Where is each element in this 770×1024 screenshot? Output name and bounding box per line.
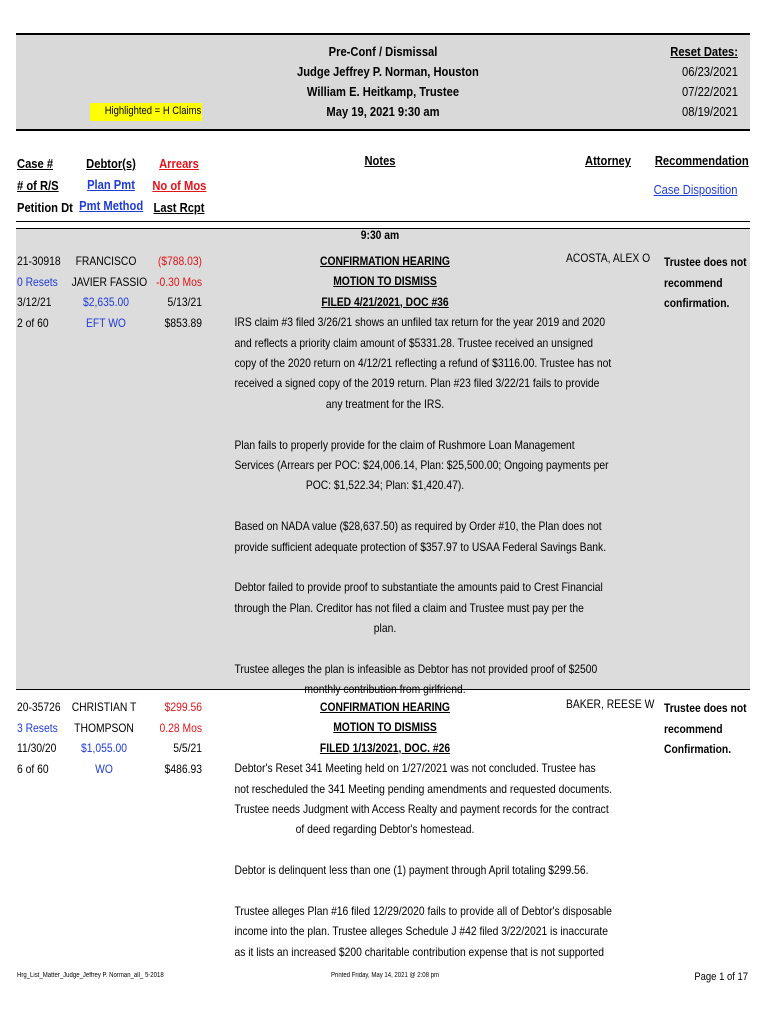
resets-count: 3 Resets: [17, 720, 58, 735]
reset-date-1: 06/23/2021: [682, 64, 738, 79]
case-number[interactable]: 21-30918: [17, 254, 61, 268]
footer-page-number: Page 1 of 17: [694, 971, 748, 983]
reset-date-2: 07/22/2021: [682, 84, 738, 99]
case-divider: [16, 689, 750, 690]
hearing-line: FILED 4/21/2021, DOC #36: [321, 294, 449, 309]
col-debtor: Debtor(s): [86, 156, 136, 171]
months-behind: 0.28 Mos: [159, 720, 202, 735]
case-2-debtor-block: [70, 697, 139, 779]
reset-dates-label: Reset Dates:: [670, 44, 738, 59]
last-receipt-amount: $853.89: [164, 315, 202, 330]
plan-payment: $2,635.00: [83, 295, 129, 309]
footer-report-name: Hrg_List_Matter_Judge_Jeffrey P. Norman_all_ 5-2018: [17, 972, 164, 979]
col-petition-date: Petition Dt: [17, 200, 73, 215]
footer-printed-date: Printed Friday, May 14, 2021 @ 2:08 pm: [330, 972, 440, 979]
note-paragraph: Debtor is delinquent less than one (1) payment through April totaling $299.56.: [234, 863, 589, 878]
hearing-line: FILED 1/13/2021, DOC. #26: [319, 740, 451, 755]
col-num-resets: # of R/S: [17, 178, 59, 193]
title-line-3: William E. Heitkamp, Trustee: [306, 84, 460, 99]
recommendation-line: recommend: [664, 275, 723, 290]
title-line-1: Pre-Conf / Dismissal: [328, 44, 438, 59]
payment-method: EFT WO: [86, 315, 126, 330]
petition-date: 3/12/21: [17, 295, 52, 309]
recommendation-line: Trustee does not: [664, 701, 747, 715]
title-line-2: Judge Jeffrey P. Norman, Houston: [297, 64, 479, 79]
time-band-label: 9:30 am: [360, 228, 400, 242]
case-1-recommendation: [664, 252, 747, 314]
case-1-arrears-block: [140, 251, 202, 333]
note-paragraph: Trustee alleges Plan #16 filed 12/29/2020 fails to provide all of Debtor's disposable income into the plan. Trustee alleges Schedule J #42 filed 3/22/2021 is inaccurate as it lists an increased $200 charitable contribution expense that is not supported: [234, 904, 612, 959]
plan-month: 2 of 60: [17, 315, 49, 330]
note-paragraph: Based on NADA value ($28,637.50) as required by Order #10, the Plan does not provide sufficient adequate protection of $357.97 to USAA Federal Savings Bank.: [234, 519, 607, 554]
col-arrears: Arrears: [159, 156, 199, 171]
plan-payment: $1,055.00: [81, 741, 127, 755]
case-1-id-block: [17, 251, 61, 333]
case-2-attorney: BAKER, REESE W: [566, 697, 655, 711]
column-header-debtor: [79, 153, 143, 216]
col-case-number: Case #: [17, 156, 54, 171]
case-2-id-block: [17, 697, 61, 779]
case-2-recommendation: [664, 698, 747, 760]
note-paragraph: IRS claim #3 filed 3/26/21 shows an unfiled tax return for the year 2019 and 2020 and reflects a priority claim amount of $5331.28. Trustee received an unsigned copy of the 2020 return on 4/12/21 reflecting a refund of $3116.00. Trustee has not received a signed copy of the 2019 return. Plan #23 filed 3/22/21 fails to provide any treatment for the IRS.: [234, 315, 612, 411]
hearing-line: CONFIRMATION HEARING: [320, 700, 450, 714]
note-paragraph: Debtor's Reset 341 Meeting held on 1/27/2021 was not concluded. Trustee has not rescheduled the 341 Meeting pending amendments and requested documents. Trustee needs Judgment with Access Realty and payment records for the contract of deed regarding Debtor's homestead.: [234, 761, 613, 837]
recommendation-line: Trustee does not: [664, 255, 747, 269]
months-behind: -0.30 Mos: [156, 274, 202, 289]
recommendation-line: Confirmation.: [664, 742, 732, 756]
case-2-arrears-block: [140, 697, 202, 779]
note-paragraph: Plan fails to properly provide for the claim of Rushmore Loan Management Services (Arrears per POC: $24,006.14, Plan: $25,500.00; Ongoing payments per POC: $1,522.34; Plan: $1,420.47).: [234, 437, 609, 493]
recommendation-line: recommend: [664, 721, 723, 736]
plan-month: 6 of 60: [17, 761, 49, 776]
petition-date: 11/30/20: [17, 741, 57, 755]
last-receipt-date: 5/5/21: [173, 741, 202, 755]
arrears-amount: ($788.03): [157, 254, 202, 268]
case-number[interactable]: 20-35726: [17, 700, 61, 714]
note-paragraph: Debtor failed to provide proof to substantiate the amounts paid to Crest Financial through the Plan. Creditor has not filed a claim and Trustee must pay per the plan.: [234, 580, 603, 636]
report-title: [297, 42, 479, 122]
debtor-name-2: THOMPSON: [74, 720, 134, 735]
last-receipt-date: 5/13/21: [167, 295, 202, 309]
resets-count: 0 Resets: [17, 274, 58, 289]
column-header-case: [17, 153, 73, 219]
recommendation-line: confirmation.: [664, 296, 730, 310]
col-no-of-mos: No of Mos: [152, 178, 207, 193]
last-receipt-amount: $486.93: [164, 761, 202, 776]
hearing-line: MOTION TO DISMISS: [333, 720, 437, 735]
column-header-arrears: [152, 153, 205, 219]
col-recommendation: Recommendation: [654, 153, 749, 168]
col-notes: Notes: [364, 153, 396, 168]
highlight-legend: Highlighted = H Claims: [104, 105, 202, 117]
col-last-rcpt: Last Rcpt: [153, 200, 205, 215]
header-divider: [16, 221, 750, 222]
debtor-name-1: FRANCISCO: [75, 254, 137, 268]
col-plan-pmt: Plan Pmt: [87, 177, 135, 192]
case-1-attorney: ACOSTA, ALEX O: [566, 251, 651, 265]
col-pmt-method: Pmt Method: [79, 198, 144, 213]
reset-dates: [652, 42, 738, 122]
debtor-name-1: CHRISTIAN T: [71, 700, 137, 714]
debtor-name-2: JAVIER FASSIO: [71, 274, 148, 289]
arrears-amount: $299.56: [164, 700, 202, 714]
title-line-4: May 19, 2021 9:30 am: [326, 104, 440, 119]
reset-date-3: 08/19/2021: [682, 104, 738, 119]
payment-method: WO: [95, 761, 113, 776]
note-paragraph: Trustee alleges the plan is infeasible as Debtor has not provided proof of $2500 monthly contribution from girlfriend.: [234, 662, 598, 697]
hearing-line: CONFIRMATION HEARING: [320, 254, 450, 268]
col-case-disposition[interactable]: Case Disposition: [653, 182, 738, 197]
hearing-line: MOTION TO DISMISS: [333, 274, 437, 289]
case-1-debtor-block: [71, 251, 148, 333]
col-attorney: Attorney: [585, 153, 631, 168]
